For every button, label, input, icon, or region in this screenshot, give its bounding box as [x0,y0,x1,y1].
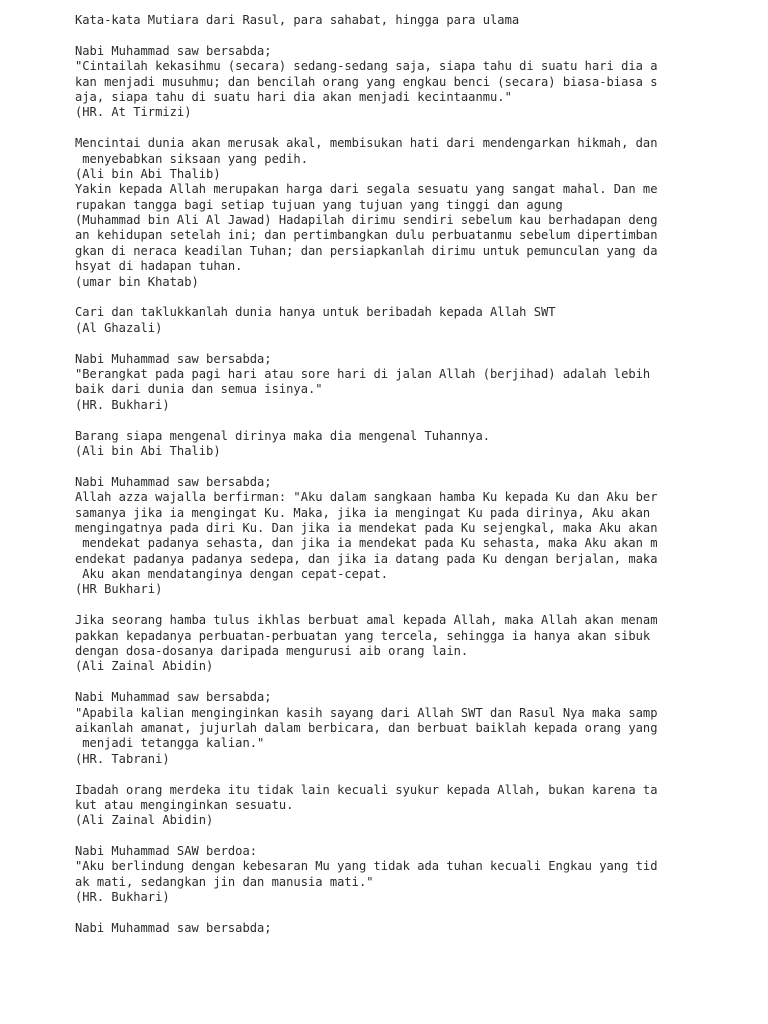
text-line: (umar bin Khatab) [75,274,199,289]
text-line: (Muhammad bin Ali Al Jawad) Hadapilah dirimu sendiri sebelum kau berhadapan deng [75,213,658,228]
blank-line [75,121,695,136]
text-line: pakkan kepadanya perbuatan-perbuatan yang tercela, sehingga ia hanya akan sibuk [75,628,651,643]
text-line: Aku akan mendatanginya dengan cepat-cepat. [75,567,389,582]
blank-line [75,829,695,844]
text-line: Ibadah orang merdeka itu tidak lain kecuali syukur kepada Allah, bukan karena ta [75,782,658,797]
document-text [75,13,695,936]
text-line: mengingatnya pada diri Ku. Dan jika ia mendekat pada Ku sejengkal, maka Aku akan [75,520,658,535]
blank-line [75,290,695,305]
text-line: gkan di neraca keadilan Tuhan; dan persiapkanlah dirimu untuk pemunculan yang da [75,243,658,258]
text-line: Nabi Muhammad saw bersabda; [75,351,272,366]
text-line: baik dari dunia dan semua isinya." [75,382,323,397]
text-line: Cari dan taklukkanlah dunia hanya untuk beribadah kepada Allah SWT [75,305,556,320]
blank-line [75,459,695,474]
text-line: rupakan tangga bagi setiap tujuan yang tujuan yang tinggi dan agung [75,197,563,212]
text-line: mendekat padanya sehasta, dan jika ia mendekat pada Ku sehasta, maka Aku akan m [75,536,658,551]
text-line: (HR. Tabrani) [75,751,170,766]
text-line: "Berangkat pada pagi hari atau sore hari di jalan Allah (berjihad) adalah lebih [75,366,651,381]
text-line: Kata-kata Mutiara dari Rasul, para sahabat, hingga para ulama [75,13,520,27]
text-line: dengan dosa-dosanya daripada mengurusi aib orang lain. [75,644,469,659]
text-line: Mencintai dunia akan merusak akal, membisukan hati dari mendengarkan hikmah, dan [75,136,658,151]
text-line: menyebabkan siksaan yang pedih. [75,151,308,166]
blank-line [75,767,695,782]
text-line: Yakin kepada Allah merupakan harga dari segala sesuatu yang sangat mahal. Dan me [75,182,658,197]
text-line: ak mati, sedangkan jin dan manusia mati." [75,874,374,889]
document-page [75,13,695,936]
text-line: "Cintailah kekasihmu (secara) sedang-sedang saja, siapa tahu di suatu hari dia a [75,59,658,74]
text-line: samanya jika ia mengingat Ku. Maka, jika ia mengingat Ku pada dirinya, Aku akan [75,505,651,520]
text-line: Nabi Muhammad saw bersabda; [75,921,272,936]
blank-line [75,906,695,921]
text-line: Nabi Muhammad saw bersabda; [75,474,272,489]
text-line: aikanlah amanat, jujurlah dalam berbicara, dan berbuat baiklah kepada orang yang [75,720,658,735]
text-line: Nabi Muhammad saw bersabda; [75,43,272,58]
text-line: kan menjadi musuhmu; dan bencilah orang yang engkau benci (secara) biasa-biasa s [75,74,658,89]
text-line: menjadi tetangga kalian." [75,736,265,751]
text-line: aja, siapa tahu di suatu hari dia akan menjadi kecintaanmu." [75,89,512,104]
blank-line [75,336,695,351]
blank-line [75,675,695,690]
text-line: Nabi Muhammad SAW berdoa: [75,844,258,859]
text-line: "Aku berlindung dengan kebesaran Mu yang tidak ada tuhan kecuali Engkau yang tid [75,859,658,874]
text-line: Nabi Muhammad saw bersabda; [75,690,272,705]
text-line: Barang siapa mengenal dirinya maka dia mengenal Tuhannya. [75,428,491,443]
text-line: (HR. Bukhari) [75,397,170,412]
text-line: (HR Bukhari) [75,582,163,597]
text-line: (Ali Zainal Abidin) [75,659,214,674]
text-line: (Al Ghazali) [75,320,163,335]
text-line: (Ali bin Abi Thalib) [75,443,221,458]
text-line: kut atau menginginkan sesuatu. [75,797,294,812]
text-line: (Ali bin Abi Thalib) [75,166,221,181]
text-line: hsyat di hadapan tuhan. [75,259,243,274]
blank-line [75,413,695,428]
text-line: endekat padanya padanya sedepa, dan jika ia datang pada Ku dengan berjalan, maka [75,551,658,566]
text-line: "Apabila kalian menginginkan kasih sayang dari Allah SWT dan Rasul Nya maka samp [75,705,658,720]
blank-line [75,28,695,43]
text-line: (HR. At Tirmizi) [75,105,192,120]
text-line: Allah azza wajalla berfirman: "Aku dalam sangkaan hamba Ku kepada Ku dan Aku ber [75,490,658,505]
text-line: Jika seorang hamba tulus ikhlas berbuat amal kepada Allah, maka Allah akan menam [75,613,658,628]
blank-line [75,598,695,613]
text-line: an kehidupan setelah ini; dan pertimbangkan dulu perbuatanmu sebelum dipertimban [75,228,658,243]
text-line: (HR. Bukhari) [75,890,170,905]
text-line: (Ali Zainal Abidin) [75,813,214,828]
